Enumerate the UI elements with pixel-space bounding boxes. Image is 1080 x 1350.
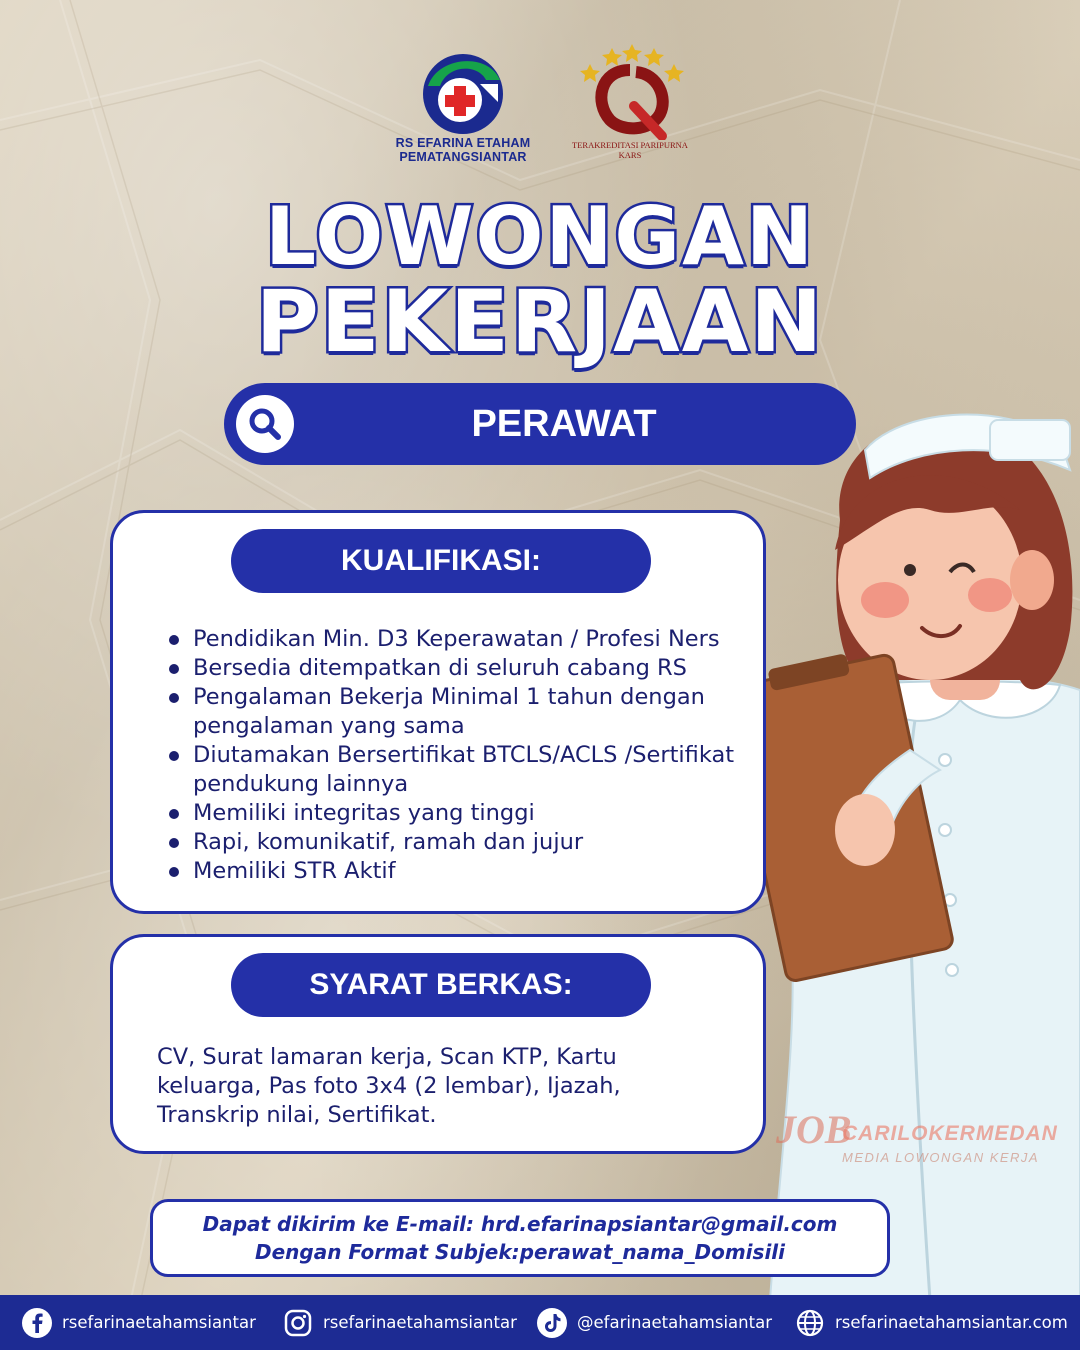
watermark-job: JOB <box>776 1107 852 1152</box>
hospital-name-line2: PEMATANGSIANTAR <box>399 150 527 164</box>
search-button <box>236 395 294 453</box>
watermark <box>776 1106 1056 1176</box>
qualification-item: Diutamakan Bersertifikat BTCLS/ACLS /Sertifikat pendukung lainnya <box>165 741 755 799</box>
tiktok-icon <box>537 1308 567 1338</box>
website-url: rsefarinaetahamsiantar.com <box>835 1313 1068 1332</box>
watermark-brand: CARILOKERMEDAN <box>842 1122 1058 1145</box>
qualification-item: Pengalaman Bekerja Minimal 1 tahun dengan pengalaman yang sama <box>165 683 755 741</box>
documents-card <box>110 934 766 1154</box>
qualifications-card <box>110 510 766 914</box>
qualification-item: Memiliki integritas yang tinggi <box>165 799 755 828</box>
hospital-emblem-icon <box>418 50 508 136</box>
accreditation-line2: KARS <box>618 150 642 160</box>
instagram-link[interactable] <box>283 1295 517 1350</box>
qualifications-header: KUALIFIKASI: <box>231 529 651 593</box>
instagram-handle: rsefarinaetahamsiantar <box>323 1313 517 1332</box>
contact-email-line[interactable]: Dapat dikirim ke E-mail: hrd.efarinapsiantar@gmail.com <box>202 1212 838 1236</box>
qualifications-list <box>165 625 755 886</box>
website-link[interactable] <box>795 1295 1068 1350</box>
qualification-item: Pendidikan Min. D3 Keperawatan / Profesi Ners <box>165 625 755 654</box>
accreditation-line1: TERAKREDITASI PARIPURNA <box>572 140 688 150</box>
position-label: PERAWAT <box>471 403 657 445</box>
contact-subject-line: Dengan Format Subjek:perawat_nama_Domisili <box>254 1240 786 1264</box>
documents-header: SYARAT BERKAS: <box>231 953 651 1017</box>
watermark-tagline: MEDIA LOWONGAN KERJA <box>842 1150 1040 1165</box>
contact-box <box>150 1199 890 1277</box>
kars-emblem-icon <box>570 40 690 140</box>
search-icon <box>246 405 284 443</box>
facebook-icon <box>22 1308 52 1338</box>
tiktok-link[interactable] <box>537 1295 772 1350</box>
qualification-item: Memiliki STR Aktif <box>165 857 755 886</box>
facebook-handle: rsefarinaetahamsiantar <box>62 1313 256 1332</box>
qualification-item: Bersedia ditempatkan di seluruh cabang RS <box>165 654 755 683</box>
qualification-item: Rapi, komunikatif, ramah dan jujur <box>165 828 755 857</box>
facebook-link[interactable] <box>22 1295 256 1350</box>
globe-icon <box>795 1308 825 1338</box>
accreditation-logo <box>560 40 700 160</box>
title-line2: PEKERJAAN <box>255 272 825 372</box>
title-line1: LOWONGAN <box>265 190 815 283</box>
footer-bar <box>0 1295 1080 1350</box>
tiktok-handle: @efarinaetahamsiantar <box>577 1313 772 1332</box>
hospital-logo <box>388 50 538 164</box>
hospital-name-line1: RS EFARINA ETAHAM <box>395 136 531 150</box>
instagram-icon <box>283 1308 313 1338</box>
documents-text: CV, Surat lamaran kerja, Scan KTP, Kartu keluarga, Pas foto 3x4 (2 lembar), Ijazah, Transkrip nilai, Sertifikat. <box>157 1044 621 1128</box>
